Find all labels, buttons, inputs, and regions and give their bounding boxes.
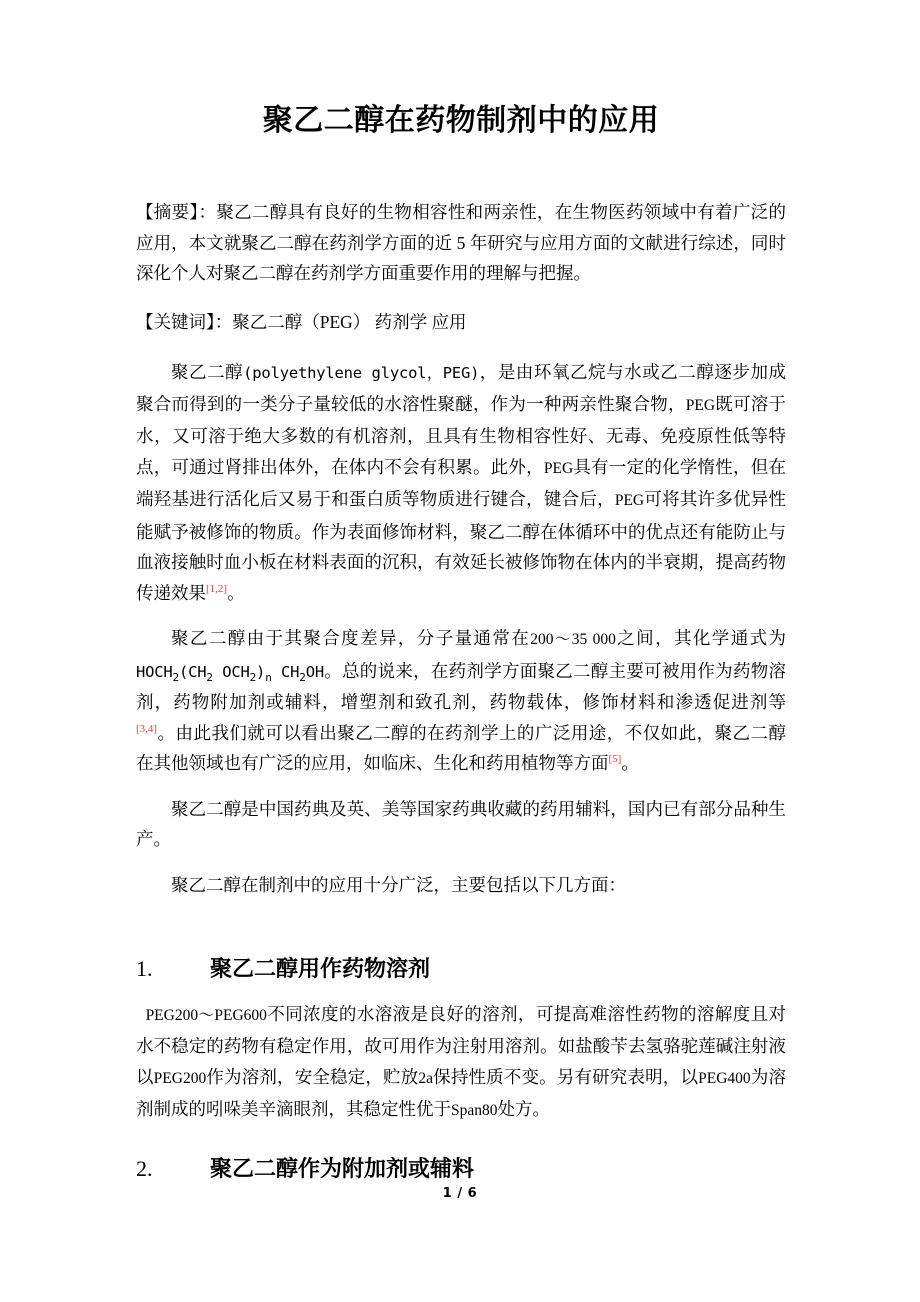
formula-mid-3: ) — [256, 662, 266, 681]
citation-1-2: [1,2] — [206, 582, 228, 595]
formula-sub-1: 2 — [172, 670, 179, 684]
s1-part2: 作为溶剂，安全稳定，贮放 — [206, 1066, 419, 1087]
s1-part1: 不同浓度的水溶液是良好的溶剂，可提高难溶性药物的溶解度且对水不稳定的药物有稳定作用，故可用作为注射用溶剂。如盐酸苄去氢骆驼莲碱注射液以 — [136, 1003, 787, 1087]
formula-prefix: HOCH — [136, 662, 173, 681]
section-title-1: 聚乙二醇用作药物溶剂 — [210, 957, 431, 982]
page-number-indicator: 1 / 6 — [442, 1186, 478, 1201]
section-title-2: 聚乙二醇作为附加剂或辅料 — [210, 1156, 475, 1182]
span-80: Span80 — [451, 1102, 498, 1120]
p1-peg-a: PEG — [685, 396, 716, 414]
formula-sub-n: n — [265, 670, 272, 684]
p1-part3: 既可溶于水，又可溶于绝大多数的有机溶剂，且具有生物相容性好、无毒、免疫原性低等特点，可通过肾排出体外，在体内不会有积累。此外， — [136, 393, 786, 477]
p2-part3: 。总的说来，在药剂学方面聚乙二醇主要可被用作为药物溶剂，药物附加剂或辅料，增塑剂和致孔剂，药物载体，修饰材料和渗透促进剂等 — [136, 660, 786, 712]
p1-peg-b: PEG — [543, 459, 574, 477]
paragraph-applications-lead: 聚乙二醇在制剂中的应用十分广泛，主要包括以下几方面： — [171, 874, 626, 895]
section-number-2: 2. — [136, 1155, 153, 1181]
p1-part4: 具有一定的化学惰性，但在端羟基进行活化后又易于和蛋白质等物质进行键合，键合后， — [136, 456, 786, 509]
s1-part4: 为溶剂制成的吲哚美辛滴眼剂，其稳定性优于 — [136, 1066, 787, 1120]
abstract-block — [136, 197, 786, 289]
section-heading-2 — [136, 1155, 786, 1185]
p1-part6: 。 — [227, 582, 245, 603]
p2-part4: 。由此我们就可以看出聚乙二醇的在药剂学上的广泛用途，不仅如此，聚乙二醇在其他领域也有广泛的应用，如临床、生化和药用植物等方面 — [136, 722, 786, 773]
p2-part1: 聚乙二醇由于其聚合度差异，分子量通常在 — [171, 628, 531, 648]
abstract-text: 聚乙二醇具有良好的生物相容性和两亲性，在生物医药领域中有着广泛的应用，本文就聚乙二醇在药剂学方面的近 5 年研究与应用方面的文献进行综述，同时深化个人对聚乙二醇在药剂学方面重要作用的理解与把握。 — [136, 202, 786, 283]
paragraph-molecular-weight — [136, 623, 786, 779]
formula-sub-3: 2 — [249, 670, 257, 684]
paragraph-intro — [136, 357, 786, 608]
keywords-label: 【关键词】： — [136, 311, 233, 332]
peg-range-200-600: PEG200～PEG600 — [145, 1006, 267, 1024]
p1-latin-name: (polyethylene glycol，PEG) — [243, 364, 480, 382]
s1-part5: 处方。 — [497, 1099, 550, 1120]
section-number-1: 1. — [136, 956, 153, 981]
p2-part2: 之间，其化学通式为 — [615, 628, 787, 648]
section-1-body — [136, 999, 786, 1127]
formula-sub-2: 2 — [206, 670, 213, 684]
keywords-block — [136, 307, 786, 338]
formula-mid-4: CH — [271, 662, 300, 681]
formula-mid-1: (CH — [178, 662, 207, 681]
section-heading-1 — [136, 955, 786, 985]
paragraph-pharmacopoeia: 聚乙二醇是中国药典及英、美等国家药典收藏的药用辅料，国内已有部分品种生产。 — [136, 798, 786, 849]
s1-part3: 保持性质不变。另有研究表明，以 — [433, 1066, 699, 1087]
abstract-label: 【摘要】： — [136, 202, 217, 222]
page-content — [136, 0, 786, 1184]
page-footer — [0, 1186, 920, 1201]
peg-400: PEG400 — [698, 1069, 751, 1087]
p1-part5: 可将其许多优异性能赋予被修饰的物质。作为表面修饰材料，聚乙二醇在体循环中的优点还有能防止与血液接触时血小板在材料表面的沉积，有效延长被修饰物在体内的半衰期，提高药物传递效果 — [136, 489, 786, 603]
citation-3-4: [3,4] — [136, 722, 158, 735]
storage-duration: 2a — [418, 1069, 433, 1087]
page-title: 聚乙二醇在药物制剂中的应用 — [262, 103, 660, 138]
peg-200: PEG200 — [153, 1069, 207, 1087]
keywords-text: 聚乙二醇（PEG） 药剂学 应用 — [232, 311, 467, 332]
p1-peg-c: PEG — [614, 492, 645, 509]
formula-mid-2: OCH — [212, 662, 250, 681]
formula-sub-4: 2 — [299, 670, 306, 684]
citation-5: [5] — [608, 753, 622, 766]
formula-suffix: OH — [305, 662, 324, 681]
p1-part2: ，是由环氧乙烷与水或乙二醇逐步加成聚合而得到的一类分子量较低的水溶性聚醚，作为一种两亲性聚合物， — [136, 362, 786, 414]
p2-mw-range: 200～35 000 — [530, 631, 616, 648]
p2-part5: 。 — [621, 753, 639, 773]
p1-part1: 聚乙二醇 — [171, 362, 244, 382]
chemical-formula — [136, 662, 324, 684]
